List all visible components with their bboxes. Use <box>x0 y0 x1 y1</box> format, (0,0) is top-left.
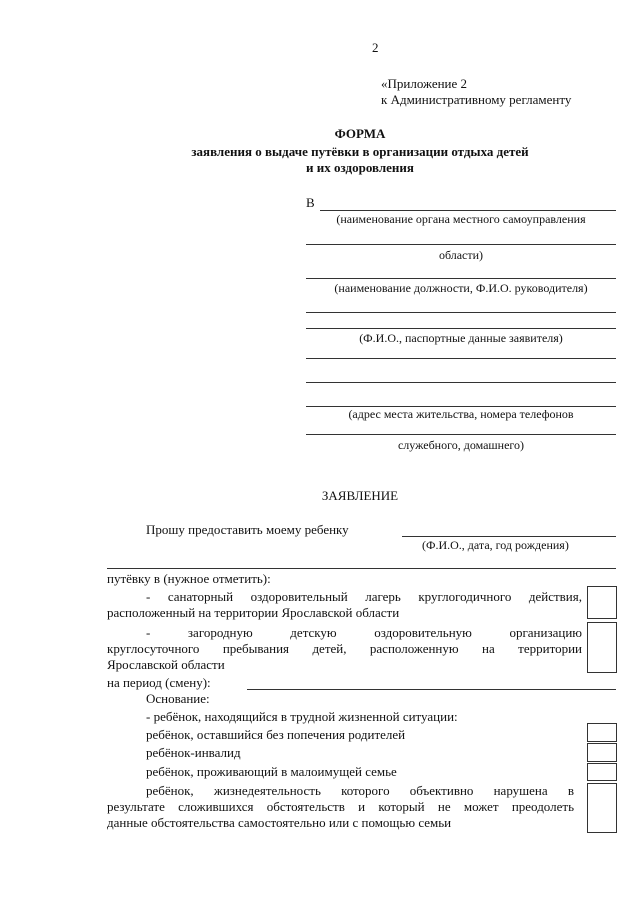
child-name-hint: (Ф.И.О., дата, год рождения) <box>422 538 569 552</box>
address-line-1[interactable] <box>306 358 616 359</box>
child-name-line[interactable] <box>402 536 616 537</box>
option2-checkbox[interactable] <box>587 622 617 673</box>
basis-last-text-3: данные обстоятельства самостоятельно или с помощью семьи <box>107 815 452 830</box>
to-prefix: В <box>306 195 315 210</box>
basis-orphan-checkbox[interactable] <box>587 723 617 742</box>
page-number: 2 <box>372 40 379 55</box>
head-line[interactable] <box>306 278 616 279</box>
head-hint: (наименование должности, Ф.И.О. руководителя) <box>334 281 588 295</box>
address-hint-1: (адрес места жительства, номера телефонов <box>348 407 574 421</box>
option1-text-1: - санаторный оздоровительный лагерь круглогодичного действия, <box>146 589 582 604</box>
region-hint: области) <box>438 248 484 262</box>
form-subtitle-line-1: заявления о выдаче путёвки в организации отдыха детей <box>191 144 529 159</box>
child-details-line[interactable] <box>107 568 616 569</box>
basis-disabled-checkbox[interactable] <box>587 743 617 762</box>
option2-text-1: - загородную детскую оздоровительную организацию <box>146 625 582 640</box>
basis-label: Основание: <box>146 691 210 706</box>
org-name-line[interactable] <box>320 210 616 211</box>
phones-line[interactable] <box>306 434 616 435</box>
form-title: ФОРМА <box>334 126 386 141</box>
basis-item-low-income: ребёнок, проживающий в малоимущей семье <box>146 764 397 779</box>
option1-text-2: расположенный на территории Ярославской области <box>107 605 400 620</box>
address-line-2[interactable] <box>306 382 616 383</box>
period-line[interactable] <box>247 689 616 690</box>
basis-last-text-1: ребёнок, жизнедеятельность которого объективно нарушена в <box>146 783 574 798</box>
basis-difficult-checkbox[interactable] <box>587 783 617 833</box>
option1-checkbox[interactable] <box>587 586 617 619</box>
applicant-line-2[interactable] <box>306 328 616 329</box>
basis-last-text-2: результате сложившихся обстоятельств и который не может преодолеть <box>107 799 574 814</box>
period-label: на период (смену): <box>107 675 211 690</box>
appendix-line-2: к Административному регламенту <box>381 92 572 107</box>
form-subtitle-line-2: и их оздоровления <box>306 160 414 175</box>
applicant-line-1[interactable] <box>306 312 616 313</box>
voucher-intro: путёвку в (нужное отметить): <box>107 571 271 586</box>
appendix-line-1: «Приложение 2 <box>381 76 468 91</box>
basis-item-disabled: ребёнок-инвалид <box>146 745 241 760</box>
option2-text-3: Ярославской области <box>107 657 225 672</box>
region-line[interactable] <box>306 244 616 245</box>
address-hint-2: служебного, домашнего) <box>397 438 525 452</box>
basis-intro: - ребёнок, находящийся в трудной жизненной ситуации: <box>146 709 458 724</box>
statement-heading: ЗАЯВЛЕНИЕ <box>321 488 399 503</box>
basis-item-orphan: ребёнок, оставшийся без попечения родителей <box>146 727 406 742</box>
org-name-hint: (наименование органа местного самоуправления <box>336 212 586 226</box>
option2-text-2: круглосуточного пребывания детей, расположенную на территории <box>107 641 582 656</box>
basis-low-income-checkbox[interactable] <box>587 763 617 781</box>
request-text: Прошу предоставить моему ребенку <box>146 522 349 537</box>
applicant-hint: (Ф.И.О., паспортные данные заявителя) <box>359 331 563 345</box>
